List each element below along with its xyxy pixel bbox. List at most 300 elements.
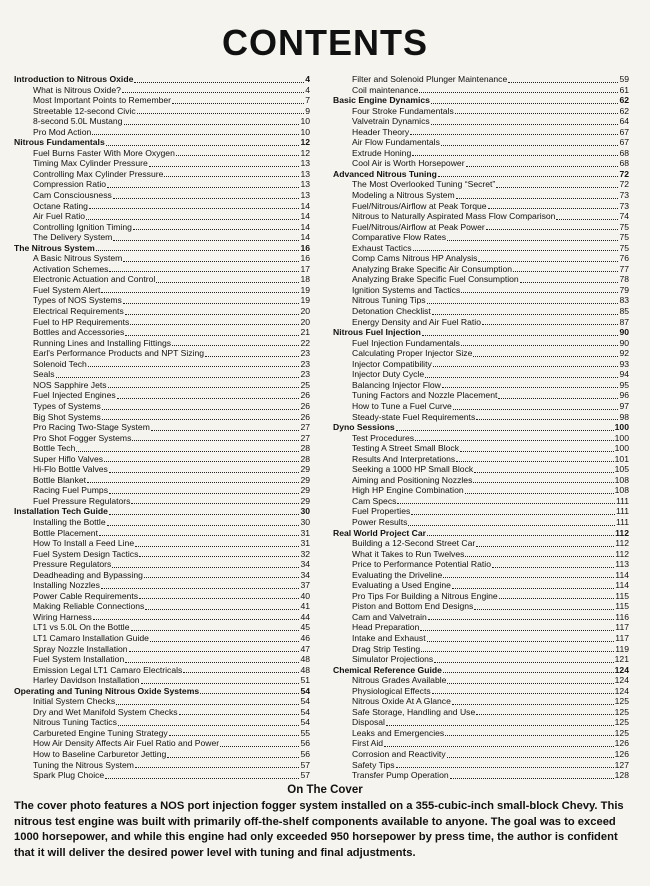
toc-entry[interactable] — [333, 359, 629, 370]
toc-entry[interactable] — [14, 338, 310, 349]
toc-entry[interactable] — [333, 612, 629, 623]
dot-leader — [476, 714, 613, 715]
toc-entry-title: Transfer Pump Operation — [352, 770, 449, 781]
dot-leader — [87, 482, 299, 483]
dot-leader — [89, 208, 300, 209]
toc-entry-title: Nitrous Grades Available — [352, 675, 447, 686]
toc-entry[interactable] — [14, 665, 310, 676]
toc-entry[interactable] — [14, 591, 310, 602]
dot-leader — [482, 324, 618, 325]
toc-entry[interactable] — [14, 148, 310, 159]
toc-entry[interactable] — [14, 232, 310, 243]
toc-entry-title: Pro Tips For Building a Nitrous Engine — [352, 590, 498, 601]
toc-page-number: 73 — [619, 200, 629, 211]
toc-entry[interactable] — [14, 443, 310, 454]
toc-entry[interactable] — [333, 633, 629, 644]
toc-entry[interactable] — [333, 770, 629, 781]
toc-entry-title: Injector Compatibility — [352, 358, 432, 369]
toc-entry[interactable] — [333, 485, 629, 496]
toc-entry[interactable] — [333, 675, 629, 686]
toc-entry-title: Octane Rating — [33, 200, 88, 211]
toc-section[interactable] — [14, 686, 310, 697]
toc-entry-title: Piston and Bottom End Designs — [352, 601, 474, 612]
dot-leader — [133, 229, 300, 230]
toc-entry[interactable] — [14, 179, 310, 190]
dot-leader — [420, 630, 614, 631]
toc-entry[interactable] — [14, 401, 310, 412]
toc-entry[interactable] — [14, 601, 310, 612]
toc-entry[interactable] — [14, 327, 310, 338]
dot-leader — [447, 757, 614, 758]
dot-leader — [125, 314, 300, 315]
dot-leader — [520, 282, 619, 283]
dot-leader — [101, 588, 300, 589]
toc-entry[interactable] — [14, 559, 310, 570]
toc-entry[interactable] — [14, 538, 310, 549]
toc-entry[interactable] — [333, 696, 629, 707]
dot-leader — [96, 250, 300, 251]
toc-entry-title: A Basic Nitrous System — [33, 253, 123, 264]
toc-entry-title: Nitrous to Naturally Aspirated Mass Flow Comparison — [352, 211, 556, 222]
toc-page-number: 67 — [619, 137, 629, 148]
toc-entry[interactable] — [333, 274, 629, 285]
toc-entry-title: Pro Mod Action — [33, 126, 92, 137]
toc-entry-title: Advanced Nitrous Tuning — [333, 168, 437, 179]
toc-entry[interactable] — [14, 485, 310, 496]
toc-entry[interactable] — [14, 317, 310, 328]
dot-leader — [396, 767, 614, 768]
dot-leader — [93, 619, 300, 620]
toc-entry[interactable] — [14, 158, 310, 169]
toc-entry-title: Physiological Effects — [352, 685, 431, 696]
toc-entry[interactable] — [14, 570, 310, 581]
toc-entry-title: 8-second 5.0L Mustang — [33, 116, 123, 127]
toc-page-number: 29 — [300, 464, 310, 475]
toc-entry[interactable] — [333, 549, 629, 560]
toc-page-number: 27 — [300, 422, 310, 433]
dot-leader — [421, 651, 614, 652]
dot-leader — [476, 419, 618, 420]
dot-leader — [465, 493, 614, 494]
toc-entry-title: Testing A Street Small Block — [352, 443, 459, 454]
toc-entry-title: Safe Storage, Handling and Use — [352, 706, 476, 717]
toc-entry-title: Energy Density and Air Fuel Ratio — [352, 316, 481, 327]
dot-leader — [461, 292, 618, 293]
toc-entry[interactable] — [14, 380, 310, 391]
toc-entry[interactable] — [14, 422, 310, 433]
toc-entry[interactable] — [14, 707, 310, 718]
dot-leader — [116, 704, 299, 705]
toc-entry-title: Fuel Pressure Regulators — [33, 495, 131, 506]
toc-entry[interactable] — [14, 274, 310, 285]
toc-page-number: 112 — [615, 538, 629, 549]
dot-leader — [556, 219, 618, 220]
cover-heading: On The Cover — [287, 784, 363, 796]
toc-entry-title: Disposal — [352, 717, 385, 728]
toc-entry-title: Operating and Tuning Nitrous Oxide Systems — [14, 685, 200, 696]
toc-entry[interactable] — [333, 127, 629, 138]
dot-leader — [498, 398, 618, 399]
dot-leader — [476, 546, 614, 547]
toc-entry[interactable] — [333, 654, 629, 665]
toc-entry[interactable] — [14, 169, 310, 180]
toc-page-number: 85 — [619, 306, 629, 317]
toc-page-number: 4 — [305, 74, 310, 84]
toc-entry-title: Coil maintenance — [352, 84, 419, 95]
toc-entry[interactable] — [333, 232, 629, 243]
toc-entry[interactable] — [14, 549, 310, 560]
toc-page-number: 92 — [619, 348, 629, 359]
toc-entry[interactable] — [333, 475, 629, 486]
toc-entry[interactable] — [14, 738, 310, 749]
toc-entry[interactable] — [14, 433, 310, 444]
dot-leader — [445, 735, 613, 736]
toc-entry-title: Power Cable Requirements — [33, 590, 139, 601]
toc-entry[interactable] — [14, 106, 310, 117]
toc-entry[interactable] — [333, 285, 629, 296]
toc-entry-title: LT1 vs 5.0L On the Bottle — [33, 622, 130, 633]
dot-leader — [132, 440, 299, 441]
toc-entry[interactable] — [14, 454, 310, 465]
toc-entry-title: Safety Tips — [352, 759, 395, 770]
dot-leader — [113, 240, 299, 241]
toc-entry-title: Wiring Harness — [33, 611, 92, 622]
toc-entry[interactable] — [14, 728, 310, 739]
dot-leader — [411, 514, 615, 515]
toc-entry[interactable] — [333, 728, 629, 739]
toc-entry[interactable] — [14, 717, 310, 728]
toc-entry[interactable] — [333, 454, 629, 465]
toc-entry-title: Test Procedures — [352, 432, 415, 443]
toc-entry-title: Controlling Max Cylinder Pressure — [33, 168, 164, 179]
toc-entry[interactable] — [14, 475, 310, 486]
toc-page-number: 51 — [300, 675, 310, 686]
toc-page-number: 125 — [614, 727, 629, 738]
toc-page-number: 117 — [615, 622, 629, 633]
toc-page-number: 14 — [300, 211, 310, 222]
toc-entry[interactable] — [14, 253, 310, 264]
dot-leader — [135, 546, 299, 547]
toc-entry-title: Activation Schemes — [33, 263, 109, 274]
toc-entry[interactable] — [333, 306, 629, 317]
toc-entry[interactable] — [333, 749, 629, 760]
toc-entry[interactable] — [14, 622, 310, 633]
toc-entry[interactable] — [333, 201, 629, 212]
dot-leader — [427, 303, 619, 304]
toc-entry[interactable] — [333, 412, 629, 423]
dot-leader — [465, 556, 614, 557]
toc-entry[interactable] — [14, 612, 310, 623]
toc-entry-title: Fuel/Nitrous/Airflow at Peak Power — [352, 221, 485, 232]
toc-page-number: 19 — [300, 295, 310, 306]
toc-entry-title: NOS Sapphire Jets — [33, 379, 107, 390]
toc-entry[interactable] — [333, 443, 629, 454]
toc-entry[interactable] — [14, 85, 310, 96]
toc-entry-title: Modeling a Nitrous System — [352, 190, 455, 201]
toc-entry[interactable] — [333, 158, 629, 169]
toc-section[interactable] — [333, 665, 629, 676]
dot-leader — [172, 103, 304, 104]
toc-entry[interactable] — [333, 644, 629, 655]
toc-entry[interactable] — [333, 580, 629, 591]
toc-entry[interactable] — [333, 190, 629, 201]
dot-leader — [105, 778, 299, 779]
toc-entry-title: Building a 12-Second Street Car — [352, 538, 476, 549]
toc-entry[interactable] — [333, 338, 629, 349]
toc-entry-title: Installation Tech Guide — [14, 506, 108, 517]
toc-entry[interactable] — [14, 190, 310, 201]
toc-page-number: 12 — [300, 147, 310, 158]
toc-entry[interactable] — [14, 348, 310, 359]
toc-entry-title: Head Preparation — [352, 622, 420, 633]
dot-leader — [427, 641, 615, 642]
dot-leader — [441, 145, 619, 146]
toc-entry-title: Cam Specs — [352, 495, 397, 506]
toc-entry[interactable] — [333, 538, 629, 549]
dot-leader — [386, 725, 614, 726]
toc-entry[interactable] — [333, 622, 629, 633]
toc-entry[interactable] — [333, 369, 629, 380]
toc-entry[interactable] — [333, 295, 629, 306]
dot-leader — [455, 113, 619, 114]
toc-page-number: 56 — [300, 749, 310, 759]
dot-leader — [123, 261, 299, 262]
toc-entry[interactable] — [333, 591, 629, 602]
toc-entry[interactable] — [333, 570, 629, 581]
toc-page-number: 48 — [300, 654, 310, 665]
toc-entry[interactable] — [333, 74, 629, 85]
toc-page-number: 28 — [300, 443, 310, 454]
dot-leader — [473, 356, 618, 357]
toc-entry[interactable] — [14, 633, 310, 644]
dot-leader — [486, 229, 619, 230]
dot-leader — [183, 672, 299, 673]
toc-section[interactable] — [333, 528, 629, 539]
toc-entry[interactable] — [14, 201, 310, 212]
toc-entry[interactable] — [333, 506, 629, 517]
toc-page-number: 16 — [300, 253, 310, 264]
toc-entry[interactable] — [333, 559, 629, 570]
toc-page-number: 34 — [300, 559, 310, 570]
toc-entry[interactable] — [333, 760, 629, 771]
toc-entry-title: Fuel/Nitrous/Airflow at Peak Torque — [352, 200, 487, 211]
dot-leader — [108, 387, 300, 388]
page-title: CONTENTS — [222, 22, 428, 63]
dot-leader — [137, 113, 305, 114]
dot-leader — [413, 250, 619, 251]
toc-entry[interactable] — [14, 264, 310, 275]
toc-page-number: 25 — [300, 379, 310, 390]
toc-entry[interactable] — [333, 148, 629, 159]
toc-entry-title: Types of NOS Systems — [33, 295, 122, 306]
toc-entry[interactable] — [333, 137, 629, 148]
dot-leader — [176, 155, 300, 156]
toc-page-number: 54 — [300, 696, 310, 707]
toc-entry-title: Bottles and Accessories — [33, 327, 125, 338]
toc-entry[interactable] — [14, 95, 310, 106]
toc-entry-title: Four Stroke Fundamentals — [352, 105, 454, 116]
toc-section[interactable] — [14, 243, 310, 254]
toc-page-number: 90 — [619, 337, 629, 348]
dot-leader — [104, 461, 299, 462]
dot-leader — [432, 314, 619, 315]
toc-page-number: 68 — [619, 158, 629, 169]
toc-entry-title: Racing Fuel Pumps — [33, 485, 108, 496]
toc-entry[interactable] — [14, 359, 310, 370]
toc-entry[interactable] — [333, 243, 629, 254]
toc-page-number: 68 — [619, 147, 629, 158]
toc-entry[interactable] — [14, 496, 310, 507]
toc-entry-title: Making Reliable Connections — [33, 601, 145, 612]
dot-leader — [107, 187, 299, 188]
toc-entry[interactable] — [14, 306, 310, 317]
dot-leader — [141, 683, 300, 684]
toc-page-number: 29 — [300, 495, 310, 506]
toc-entry-title: Corrosion and Reactivity — [352, 749, 446, 759]
toc-entry[interactable] — [333, 264, 629, 275]
dot-leader — [172, 345, 299, 346]
toc-entry[interactable] — [14, 580, 310, 591]
toc-entry[interactable] — [333, 116, 629, 127]
dot-leader — [101, 292, 299, 293]
toc-entry[interactable] — [333, 380, 629, 391]
toc-entry[interactable] — [14, 644, 310, 655]
toc-entry[interactable] — [333, 222, 629, 233]
toc-page-number: 93 — [619, 358, 629, 369]
toc-page-number: 94 — [619, 369, 629, 380]
toc-page-number: 12 — [300, 137, 310, 148]
toc-entry-title: Comp Cams Nitrous HP Analysis — [352, 253, 478, 264]
toc-entry-title: LT1 Camaro Installation Guide — [33, 632, 149, 643]
toc-entry[interactable] — [333, 85, 629, 96]
dot-leader — [205, 356, 299, 357]
toc-page-number: 9 — [305, 105, 310, 116]
toc-entry[interactable] — [333, 517, 629, 528]
dot-leader — [118, 725, 300, 726]
toc-entry[interactable] — [333, 106, 629, 117]
toc-entry-title: Fuel Burns Faster With More Oxygen — [33, 147, 175, 158]
toc-entry[interactable] — [333, 433, 629, 444]
toc-entry[interactable] — [14, 285, 310, 296]
toc-entry-title: Detonation Checklist — [352, 306, 431, 317]
toc-entry-title: Bottle Tech — [33, 443, 76, 454]
dot-leader — [109, 472, 300, 473]
toc-entry-title: Fuel Injection Fundamentals — [352, 337, 460, 348]
toc-entry[interactable] — [333, 464, 629, 475]
toc-section[interactable] — [14, 74, 310, 85]
toc-entry[interactable] — [14, 760, 310, 771]
dot-leader — [123, 303, 300, 304]
toc-entry[interactable] — [333, 738, 629, 749]
toc-page-number: 101 — [614, 453, 629, 464]
dot-leader — [122, 92, 304, 93]
toc-entry[interactable] — [14, 464, 310, 475]
toc-entry[interactable] — [14, 412, 310, 423]
toc-page-number: 114 — [615, 580, 629, 591]
toc-entry[interactable] — [333, 211, 629, 222]
toc-entry-title: Bottle Placement — [33, 527, 98, 538]
toc-page-number: 7 — [305, 95, 310, 106]
toc-entry[interactable] — [14, 675, 310, 686]
toc-entry[interactable] — [14, 127, 310, 138]
toc-entry[interactable] — [333, 601, 629, 612]
toc-entry-title: Intake and Exhaust — [352, 632, 426, 643]
dot-leader — [109, 271, 299, 272]
toc-entry-title: Leaks and Emergencies — [352, 727, 445, 738]
dot-leader — [169, 735, 300, 736]
toc-entry-title: Fuel Injected Engines — [33, 390, 116, 401]
toc-page-number: 100 — [614, 432, 629, 443]
toc-entry-title: Air Flow Fundamentals — [352, 137, 440, 148]
toc-page-number: 4 — [305, 84, 310, 95]
toc-entry[interactable] — [333, 179, 629, 190]
dot-leader — [410, 134, 618, 135]
toc-entry[interactable] — [333, 707, 629, 718]
toc-section[interactable] — [333, 169, 629, 180]
toc-page-number: 17 — [300, 263, 310, 274]
toc-entry[interactable] — [333, 401, 629, 412]
toc-entry[interactable] — [333, 686, 629, 697]
toc-section[interactable] — [14, 137, 310, 148]
toc-entry[interactable] — [14, 116, 310, 127]
toc-page-number: 79 — [619, 284, 629, 295]
dot-leader — [397, 503, 615, 504]
toc-entry[interactable] — [14, 696, 310, 707]
dot-leader — [474, 472, 613, 473]
toc-page-number: 23 — [300, 369, 310, 380]
toc-entry[interactable] — [14, 211, 310, 222]
toc-entry[interactable] — [14, 749, 310, 760]
toc-entry-title: Tuning Factors and Nozzle Placement — [352, 390, 498, 401]
toc-section[interactable] — [333, 422, 629, 433]
toc-section[interactable] — [14, 506, 310, 517]
toc-page-number: 13 — [300, 158, 310, 169]
toc-page-number: 83 — [619, 295, 629, 306]
toc-entry[interactable] — [14, 517, 310, 528]
toc-entry-title: The Nitrous System — [14, 242, 95, 253]
toc-page-number: 72 — [619, 168, 629, 179]
toc-entry-title: Fuel to HP Requirements — [33, 316, 130, 327]
dot-leader — [478, 261, 618, 262]
dot-leader — [125, 335, 299, 336]
toc-entry[interactable] — [14, 222, 310, 233]
dot-leader — [433, 366, 619, 367]
toc-entry-title: Pressure Regulators — [33, 559, 112, 570]
toc-entry[interactable] — [333, 496, 629, 507]
toc-entry[interactable] — [333, 717, 629, 728]
toc-section[interactable] — [333, 327, 629, 338]
toc-entry[interactable] — [14, 369, 310, 380]
toc-entry[interactable] — [14, 390, 310, 401]
toc-entry-title: Power Results — [352, 516, 408, 527]
toc-entry[interactable] — [333, 348, 629, 359]
toc-page-number: 26 — [300, 390, 310, 401]
toc-entry[interactable] — [14, 528, 310, 539]
toc-entry[interactable] — [14, 770, 310, 781]
toc-entry[interactable] — [333, 390, 629, 401]
toc-section[interactable] — [333, 95, 629, 106]
toc-page-number: 31 — [300, 527, 310, 538]
toc-entry[interactable] — [14, 295, 310, 306]
toc-page-number: 30 — [300, 516, 310, 527]
toc-entry[interactable] — [14, 654, 310, 665]
toc-page-number: 26 — [300, 411, 310, 422]
toc-page-number: 56 — [300, 738, 310, 749]
dot-leader — [474, 609, 614, 610]
toc-entry[interactable] — [333, 253, 629, 264]
toc-entry-title: Initial System Checks — [33, 696, 116, 707]
toc-entry[interactable] — [333, 317, 629, 328]
